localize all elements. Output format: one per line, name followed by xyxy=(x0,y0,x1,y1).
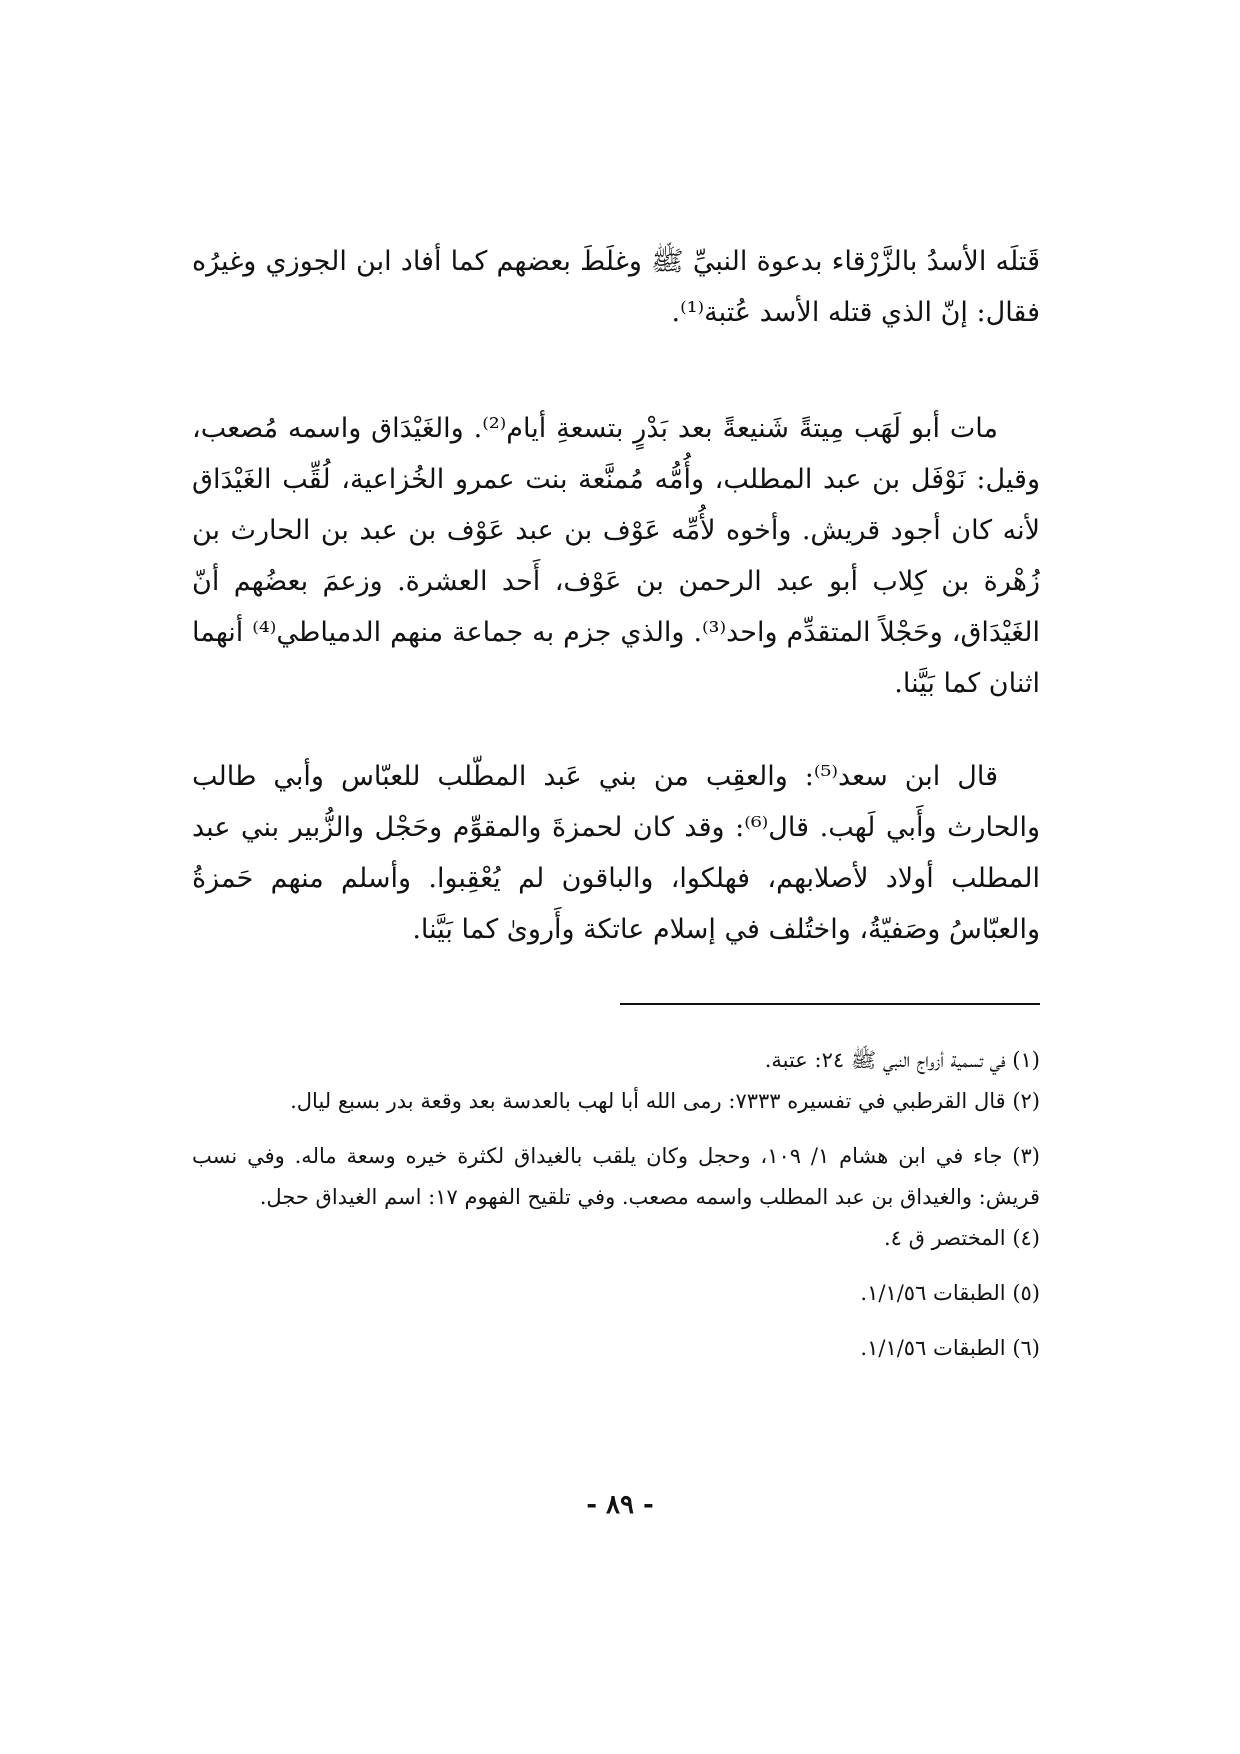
footnote-2: (٢) قال القرطبي في تفسيره ٧٣٣٣: رمى الله أبا لهب بالعدسة بعد وقعة بدر بسبع ليال. xyxy=(290,1089,1040,1113)
body-paragraph-2 xyxy=(192,403,1040,709)
body-paragraph-1 xyxy=(192,236,1040,338)
footnote-separator xyxy=(620,1003,1040,1005)
paragraph-text: قَتلَه الأسدُ بالزَّرْقاء بدعوة النبيِّ ﷺ وغلَطَ بعضهم كما أفاد ابن الجوزي وغيرُه فقال: إنّ الذي قتله الأسد عُتبة⁽¹⁾. xyxy=(192,246,1040,328)
footnote-3: (٣) جاء في ابن هشام ١/ ١٠٩، وحجل وكان يلقب بالغيداق لكثرة خيره وسعة ماله. وفي نسب قريش: والغيداق بن عبد المطلب واسمه مصعب. وفي تلقيح الفهوم ١٧: اسم الغيداق حجل. xyxy=(192,1144,1040,1209)
footnote-4: (٤) المختصر ق ٤. xyxy=(883,1226,1040,1250)
paragraph-text: مات أبو لَهَب مِيتةً شَنيعةً بعد بَدْرٍ بتسعةِ أيام⁽²⁾. والغَيْدَاق واسمه مُصعب، وقيل: نَوْفَل بن عبد المطلب، وأُمُّه مُمنَّعة بنت عمرو الخُزاعية، لُقِّب الغَيْدَاق لأنه كان أجود قريش. وأخوه لأُمِّه عَوْف بن عبد عَوْف بن عبد بن الحارث بن زُهْرة بن كِلاب أبو عبد الرحمن بن عَوْف، أَحد العشرة. وزعمَ بعضُهم أنّ الغَيْدَاق، وحَجْلاً المتقدِّم واحد⁽³⁾. والذي جزم به جماعة منهم الدمياطي⁽⁴⁾ أنهما اثنان كما بَيَّنا. xyxy=(192,413,1040,699)
footnotes-section xyxy=(192,1040,1040,1369)
paragraph-text: قال ابن سعد⁽⁵⁾: والعقِب من بني عَبد المطّلب للعبّاس وأبي طالب والحارث وأَبي لَهب. قال⁽⁶⁾: وقد كان لحمزةَ والمقوِّم وحَجْل والزُّبير بني عبد المطلب أولاد لأصلابهم، فهلكوا، والباقون لم يُعْقِبوا. وأسلم منهم حَمزةُ والعبّاسُ وصَفيّةُ، واختُلف في إسلام عاتكة وأَروىٰ كما بَيَّنا. xyxy=(192,761,1040,945)
footnote-6: (٦) الطبقات ١/١/٥٦. xyxy=(860,1336,1040,1360)
page-number: - ٨٩ - xyxy=(586,1490,654,1520)
footnote-1: (١) في تسمية أزواج النبي ﷺ ٢٤: عتبة. xyxy=(764,1048,1040,1072)
footnote-5: (٥) الطبقات ١/١/٥٦. xyxy=(860,1281,1040,1305)
body-paragraph-3 xyxy=(192,751,1040,955)
